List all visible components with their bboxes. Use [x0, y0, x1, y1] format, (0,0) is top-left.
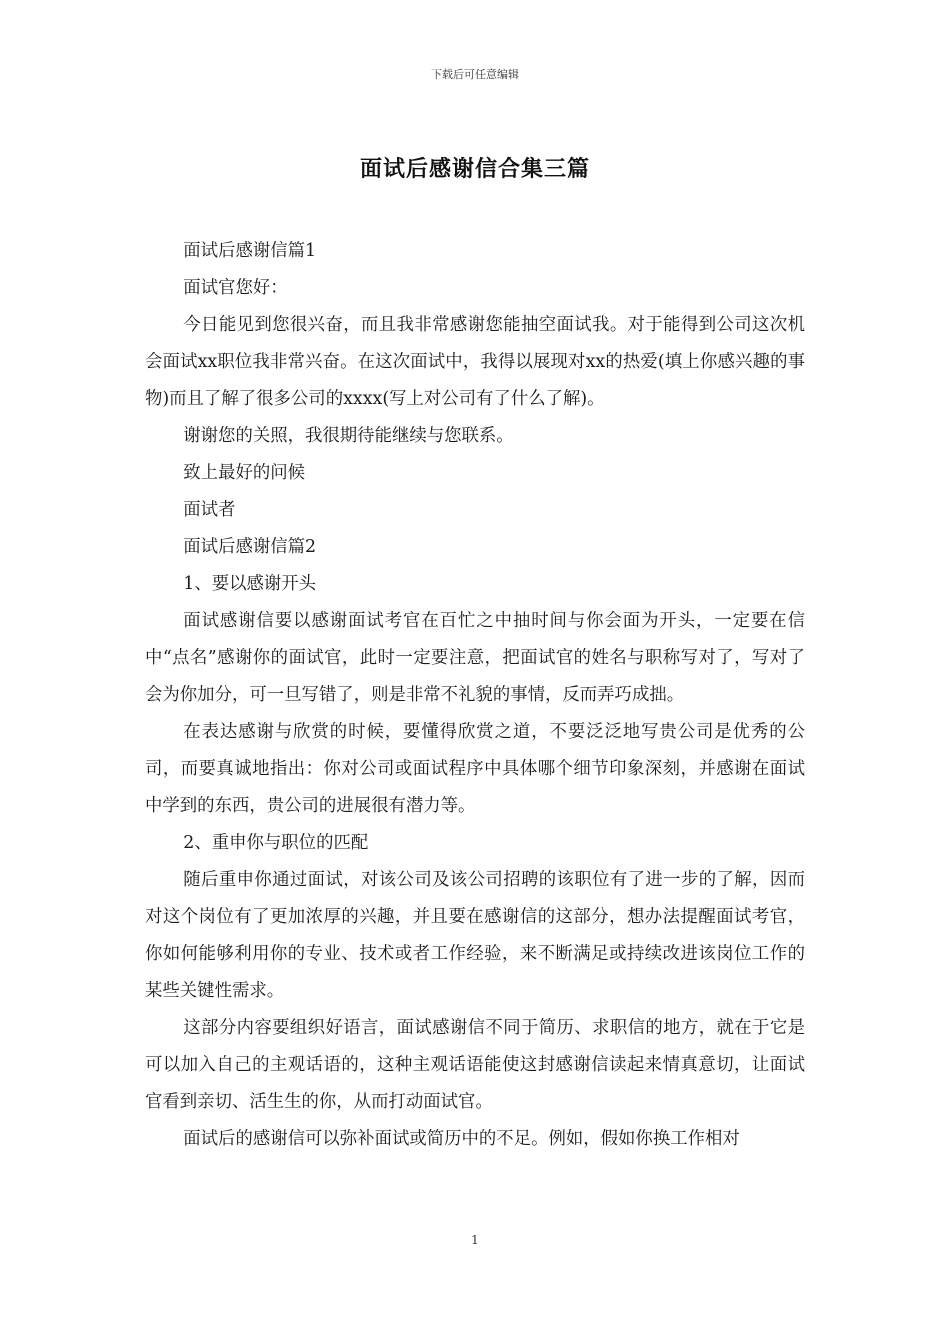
paragraph: 在表达感谢与欣赏的时候，要懂得欣赏之道，不要泛泛地写贵公司是优秀的公司，而要真诚地指出：你对公司或面试程序中具体哪个细节印象深刻，并感谢在面试中学到的东西，贵公司的进展很有潜力等。: [145, 722, 805, 816]
paragraph: 随后重申你通过面试，对该公司及该公司招聘的该职位有了进一步的了解，因而对这个岗位有了更加浓厚的兴趣，并且要在感谢信的这部分，想办法提醒面试考官，你如何能够利用你的专业、技术或者工作经验，来不断满足或持续改进该岗位工作的某些关键性需求。: [145, 870, 805, 1001]
closing: 致上最好的问候: [183, 463, 306, 483]
paragraph: 面试后的感谢信可以弥补面试或简历中的不足。例如，假如你换工作相对: [183, 1129, 740, 1149]
paragraph: 谢谢您的关照，我很期待能继续与您联系。: [183, 426, 514, 446]
subheading: 2、重申你与职位的匹配: [183, 833, 369, 853]
section-heading-1: 面试后感谢信篇1: [183, 241, 317, 261]
salutation: 面试官您好：: [183, 278, 288, 298]
subheading: 1、要以感谢开头: [183, 574, 317, 594]
header-note: 下载后可任意编辑: [431, 68, 519, 81]
paragraph: 面试感谢信要以感谢面试考官在百忙之中抽时间与你会面为开头，一定要在信中“点名”感谢你的面试官，此时一定要注意，把面试官的姓名与职称写对了，写对了会为你加分，可一旦写错了，则是非常不礼貌的事情，反而弄巧成拙。: [145, 611, 805, 705]
signature: 面试者: [183, 500, 236, 520]
section-heading-2: 面试后感谢信篇2: [183, 537, 317, 557]
document-title: 面试后感谢信合集三篇: [359, 156, 590, 182]
paragraph: 这部分内容要组织好语言，面试感谢信不同于简历、求职信的地方，就在于它是可以加入自己的主观话语的，这种主观话语能使这封感谢信读起来情真意切，让面试官看到亲切、活生生的你，从而打动面试官。: [145, 1018, 805, 1112]
document-body: [145, 233, 805, 1158]
page-number: 1: [471, 1233, 479, 1247]
paragraph: 今日能见到您很兴奋，而且我非常感谢您能抽空面试我。对于能得到公司这次机会面试xx职位我非常兴奋。在这次面试中，我得以展现对xx的热爱(填上你感兴趣的事物)而且了解了很多公司的xxxx(写上对公司有了什么了解)。: [145, 315, 805, 409]
